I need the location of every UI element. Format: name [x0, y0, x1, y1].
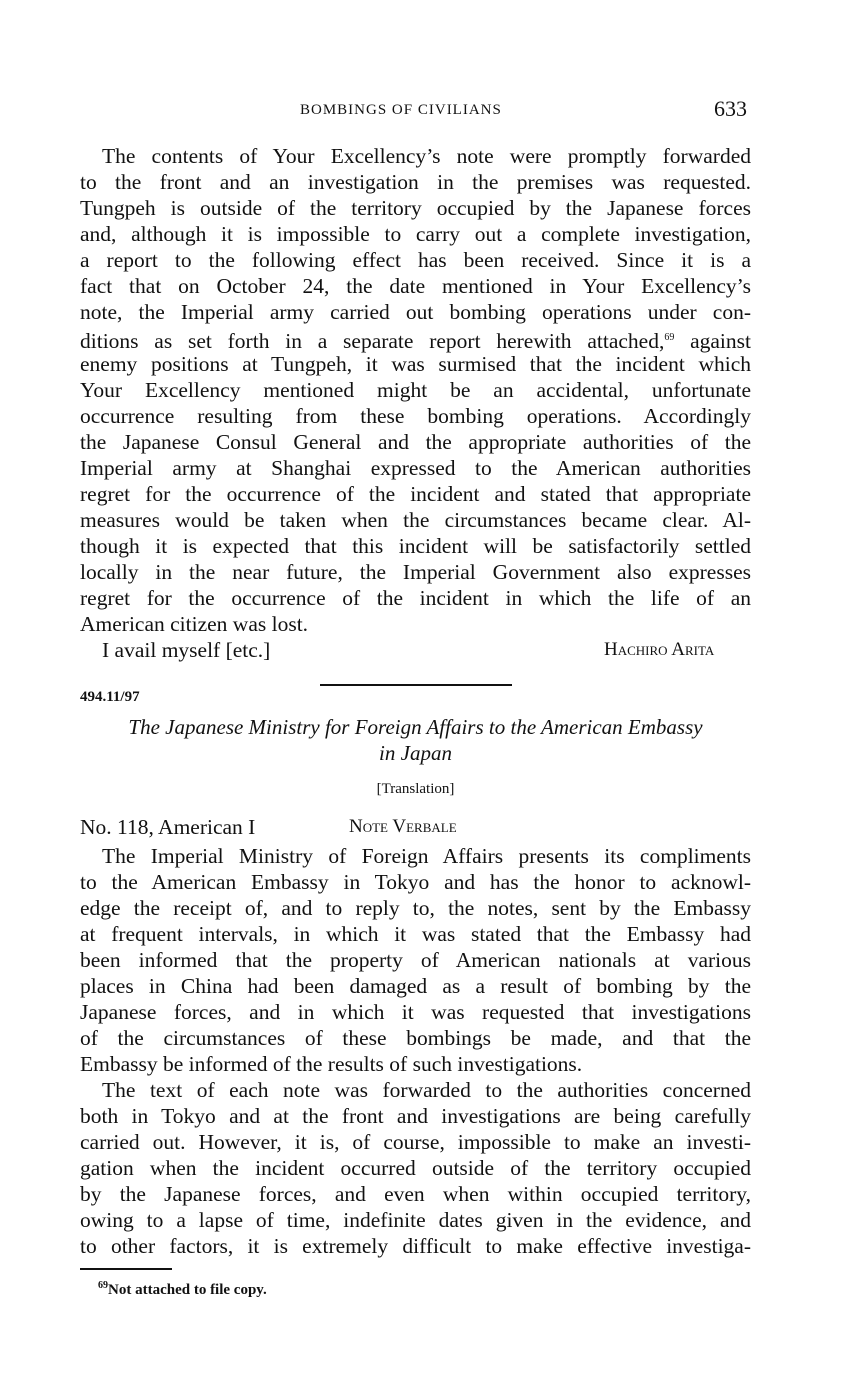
para3-line: carried out. However, it is, of course, impossible to make an investi- [80, 1130, 751, 1154]
para1-line: regret for the occurrence of the incident in which the life of an [80, 586, 751, 610]
para2-line: edge the receipt of, and to reply to, the notes, sent by the Embassy [80, 896, 751, 920]
closing: I avail myself [etc.] [102, 638, 271, 662]
para2-line: at frequent intervals, in which it was stated that the Embassy had [80, 922, 751, 946]
translation-note: [Translation] [376, 781, 455, 797]
para2-line: been informed that the property of American nationals at various [80, 948, 751, 972]
para1-line: Imperial army at Shanghai expressed to the American authorities [80, 456, 751, 480]
signature: Hachiro Arita [604, 639, 715, 660]
para3-line: gation when the incident occurred outside of the territory occupied [80, 1156, 751, 1180]
para2-line: of the circumstances of these bombings be made, and that the [80, 1026, 751, 1050]
page-number: 633 [714, 96, 747, 121]
para2-line: Japanese forces, and in which it was requested that investigations [80, 1000, 751, 1024]
para3-line: The text of each note was forwarded to the authorities concerned [102, 1078, 751, 1102]
para1-line: Your Excellency mentioned might be an accidental, unfortunate [80, 378, 751, 402]
para1-line: measures would be taken when the circumstances became clear. Al- [80, 508, 751, 532]
file-number: 494.11/97 [80, 689, 140, 705]
para1-line: The contents of Your Excellency’s note were promptly forwarded [102, 144, 751, 168]
para1-line: and, although it is impossible to carry out a complete investigation, [80, 222, 751, 246]
footnote-marker: 69 [98, 1280, 108, 1291]
para2-line: The Imperial Ministry of Foreign Affairs presents its compliments [102, 844, 751, 868]
para1-line: ditions as set forth in a separate report herewith attached,$^{69}$ against [80, 329, 752, 354]
para1-line: though it is expected that this incident will be satisfactorily settled [80, 534, 751, 558]
running-title: BOMBINGS OF CIVILIANS [300, 102, 502, 118]
document-title: The Japanese Ministry for Foreign Affairs to the American Embassy [128, 715, 703, 739]
para1-line: the Japanese Consul General and the appropriate authorities of the [80, 430, 751, 454]
para3-line: by the Japanese forces, and even when within occupied territory, [80, 1182, 751, 1206]
para2-line: Embassy be informed of the results of such investigations. [80, 1052, 583, 1076]
para3-line: both in Tokyo and at the front and investigations are being carefully [80, 1104, 751, 1128]
para2-line: to the American Embassy in Tokyo and has the honor to acknowl- [80, 870, 751, 894]
note-type: Note Verbale [349, 816, 457, 837]
document-title-cont: in Japan [379, 741, 452, 765]
section-divider [320, 684, 512, 686]
para1-line: to the front and an investigation in the premises was requested. [80, 170, 751, 194]
para2-line: places in China had been damaged as a result of bombing by the [80, 974, 751, 998]
para1-line: a report to the following effect has been received. Since it is a [80, 248, 751, 272]
para1-line: locally in the near future, the Imperial Government also expresses [80, 560, 751, 584]
footnote-ref: 69 [664, 332, 675, 343]
para3-line: owing to a lapse of time, indefinite dates given in the evidence, and [80, 1208, 751, 1232]
para1-line: fact that on October 24, the date mentioned in Your Excellency’s [80, 274, 751, 298]
para1-line: Tungpeh is outside of the territory occupied by the Japanese forces [80, 196, 751, 220]
para1-line: enemy positions at Tungpeh, it was surmised that the incident which [80, 352, 751, 376]
para3-line: to other factors, it is extremely difficult to make effective investiga- [80, 1234, 751, 1258]
para1-line: occurrence resulting from these bombing operations. Accordingly [80, 404, 751, 428]
para1-line: note, the Imperial army carried out bombing operations under con- [80, 300, 751, 324]
note-number: No. 118, American I [80, 815, 256, 839]
footnote: $^{69}$Not attached to file copy. [98, 1280, 267, 1298]
para1-line: American citizen was lost. [80, 612, 309, 636]
footnote-rule [80, 1268, 172, 1270]
para1-line: regret for the occurrence of the incident and stated that appropriate [80, 482, 751, 506]
